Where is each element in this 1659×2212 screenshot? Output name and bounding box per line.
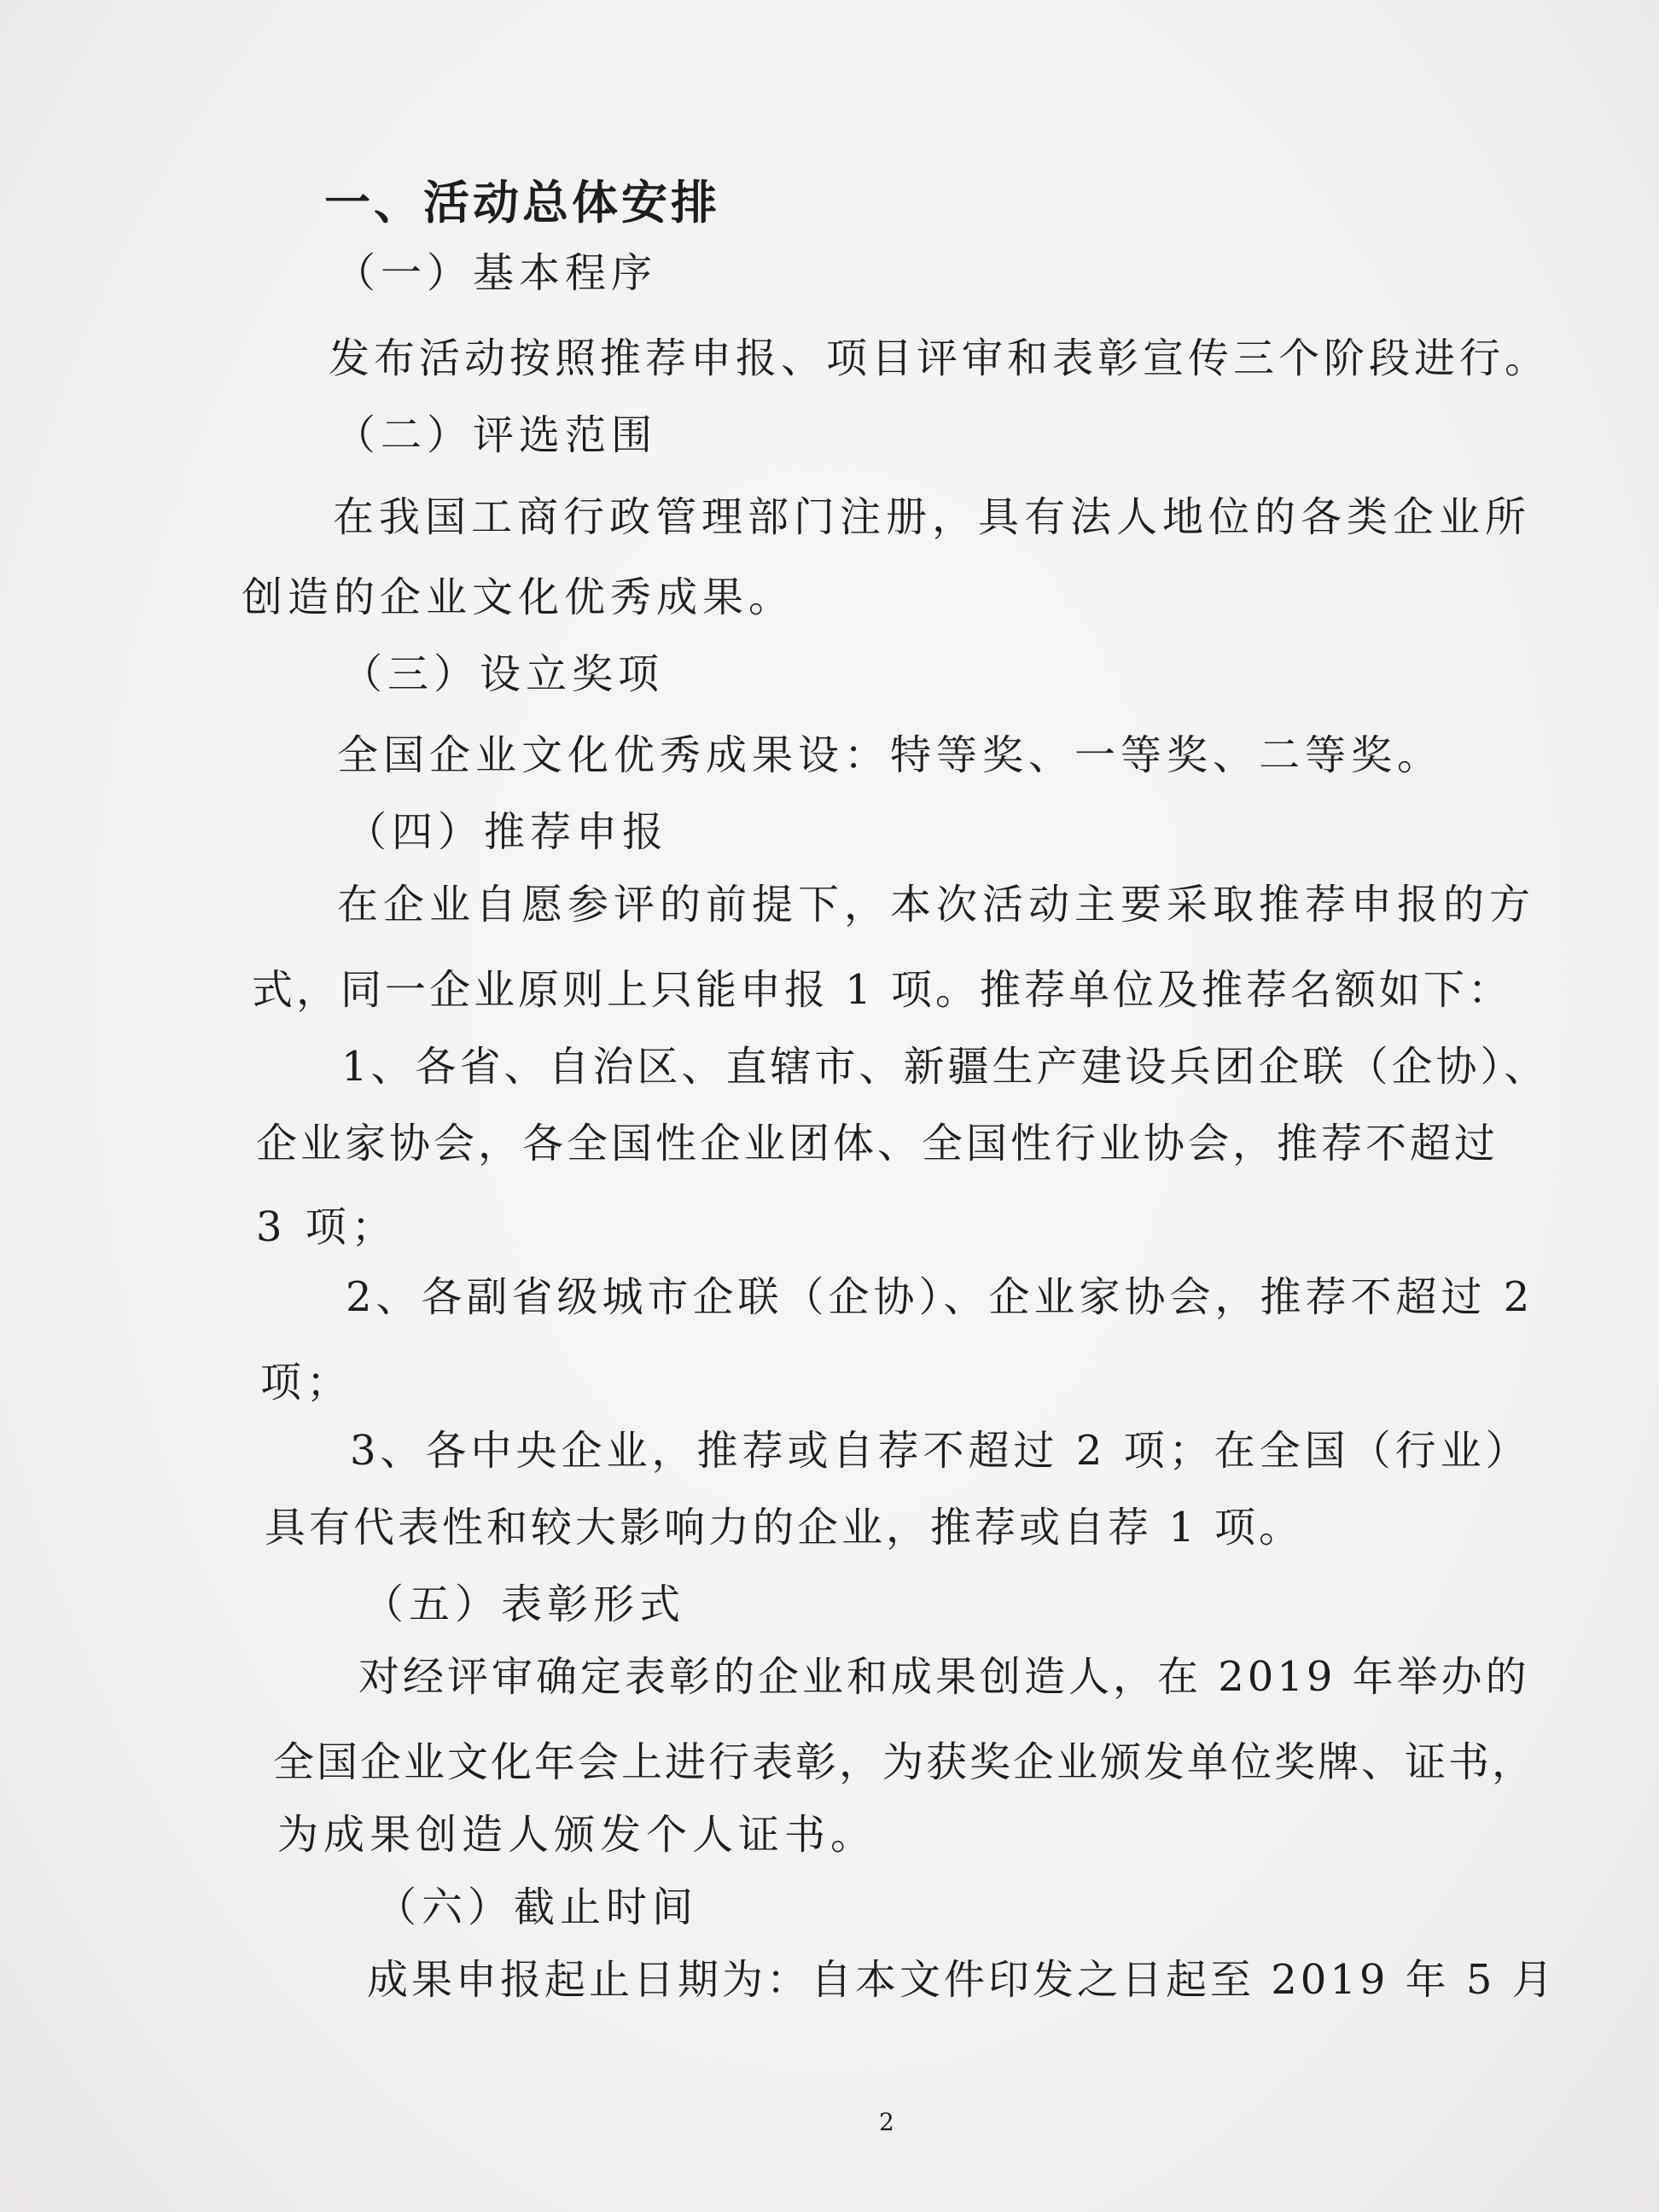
subheading-basic-procedure: （一）基本程序 bbox=[335, 249, 658, 297]
paragraph-line: 为成果创造人颁发个人证书。 bbox=[277, 1811, 877, 1859]
paragraph-line: 创造的企业文化优秀成果。 bbox=[242, 573, 795, 621]
paragraph-line: 式，同一企业原则上只能申报 1 项。推荐单位及推荐名额如下： bbox=[252, 966, 1513, 1014]
list-item-3: 3、各中央企业，推荐或自荐不超过 2 项；在全国（行业） bbox=[350, 1427, 1531, 1475]
paragraph-line: 对经评审确定表彰的企业和成果创造人，在 2019 年举办的 bbox=[358, 1653, 1530, 1701]
paragraph-line: 项； bbox=[260, 1359, 353, 1406]
subheading-commendation: （五）表彰形式 bbox=[363, 1580, 686, 1628]
section-heading: 一、活动总体安排 bbox=[324, 176, 720, 230]
paragraph-line: 在企业自愿参评的前提下，本次活动主要采取推荐申报的方 bbox=[337, 881, 1536, 928]
list-item-1: 1、各省、自治区、直辖市、新疆生产建设兵团企联（企协）、 bbox=[341, 1043, 1549, 1091]
paragraph-line: 全国企业文化优秀成果设：特等奖、一等奖、二等奖。 bbox=[337, 731, 1444, 779]
subheading-deadline: （六）截止时间 bbox=[375, 1883, 699, 1931]
subheading-awards: （三）设立奖项 bbox=[341, 650, 665, 698]
paragraph-line: 在我国工商行政管理部门注册，具有法人地位的各类企业所 bbox=[333, 493, 1532, 541]
paragraph-line: 成果申报起止日期为：自本文件印发之日起至 2019 年 5 月 bbox=[367, 1956, 1557, 2004]
subheading-scope: （二）评选范围 bbox=[335, 411, 658, 459]
paragraph-line: 企业家协会，各全国性企业团体、全国性行业协会，推荐不超过 bbox=[256, 1120, 1499, 1167]
paragraph-line: 发布活动按照推荐申报、项目评审和表彰宣传三个阶段进行。 bbox=[329, 335, 1551, 382]
paragraph-line: 全国企业文化年会上进行表彰，为获奖企业颁发单位奖牌、证书， bbox=[273, 1738, 1536, 1786]
paragraph-line: 具有代表性和较大影响力的企业，推荐或自荐 1 项。 bbox=[265, 1504, 1304, 1551]
page-number: 2 bbox=[879, 2108, 894, 2136]
list-item-2: 2、各副省级城市企联（企协）、企业家协会，推荐不超过 2 bbox=[346, 1273, 1534, 1321]
subheading-recommendation: （四）推荐申报 bbox=[346, 808, 669, 856]
paragraph-line: 3 项； bbox=[256, 1203, 398, 1251]
